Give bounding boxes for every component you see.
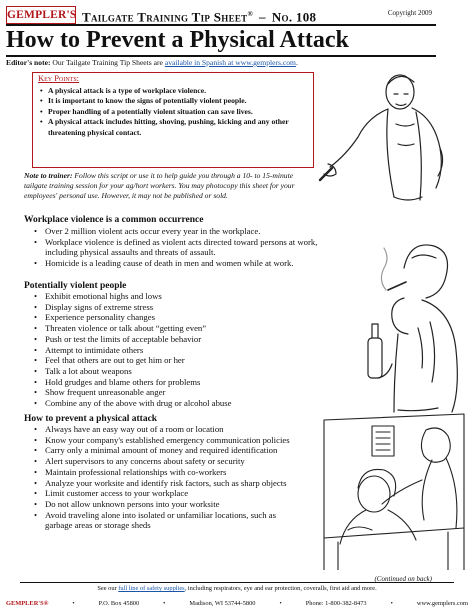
editor-note-label: Editor's note: [6, 58, 51, 67]
drinking-smoker-illustration [318, 238, 468, 413]
footer-web-link[interactable]: www.gemplers.com [416, 600, 468, 607]
list-item: • Alert supervisors to any concerns about safety or security [34, 456, 302, 467]
list-item: • Limit customer access to your workplace [34, 488, 302, 499]
list-item: • Always have an easy way out of a room or location [34, 424, 302, 435]
continued-note: (Continued on back) [374, 575, 432, 583]
list-item: • Carry only a minimal amount of money and required identification [34, 445, 302, 456]
key-point: • It is important to know the signs of potentially violent people. [40, 96, 310, 106]
key-points-heading: Key Points: [38, 73, 80, 83]
series-name: Tailgate Training Tip Sheet [82, 9, 248, 25]
copyright: Copyright 2009 [387, 9, 432, 17]
footer-po-box: P.O. Box 45800 [98, 600, 140, 607]
footer-bullet: • [390, 600, 393, 607]
footer [6, 600, 468, 607]
trainer-note-label: Note to trainer: [24, 171, 73, 180]
spanish-link[interactable]: available in Spanish at www.gemplers.com [164, 58, 296, 67]
trainer-note-text: Follow this script or use it to help guide you through a 10- to 15-minute tailgate training session for your ag/hort workers. You may photocopy this sheet for your employees' personal use. However, it may not be published or sold. [24, 171, 295, 200]
list-item: • Exhibit emotional highs and lows [34, 291, 284, 302]
key-point: • A physical attack includes hitting, shoving, pushing, kicking and any other threatening physical contact. [40, 117, 310, 138]
list-item: • Attempt to intimidate others [34, 345, 284, 356]
footer-bullet: • [72, 600, 75, 607]
editor-note [6, 58, 298, 67]
list-item: • Talk a lot about weapons [34, 366, 284, 377]
section-heading-violent-people: Potentially violent people [24, 281, 127, 291]
list-item: • Experience personality changes [34, 312, 284, 323]
footnote-pre: See our [97, 585, 117, 592]
list-item: • Analyze your worksite and identify risk factors, such as sharp objects [34, 478, 302, 489]
list-item: • Homicide is a leading cause of death in men and women while at work. [34, 258, 344, 269]
section-heading-prevent-attack: How to prevent a physical attack [24, 414, 158, 424]
footer-phone: Phone: 1-800-382-8473 [305, 600, 367, 607]
office-worker-illustration [318, 410, 468, 570]
list-item: • Show frequent unreasonable anger [34, 387, 284, 398]
footer-bullet: • [163, 600, 166, 607]
series-dash: – [259, 9, 266, 25]
title-rule [6, 55, 436, 57]
supplies-footnote [0, 585, 474, 592]
list-item: • Threaten violence or talk about “getting even” [34, 323, 284, 334]
list-item: • Maintain professional relationships with co-workers [34, 467, 302, 478]
workplace-violence-list [34, 226, 344, 269]
footer-brand: GEMPLER'S® [6, 600, 49, 607]
list-item: • Feel that others are out to get him or her [34, 355, 284, 366]
page-title: How to Prevent a Physical Attack [6, 27, 349, 53]
list-item: • Over 2 million violent acts occur every year in the workplace. [34, 226, 344, 237]
gemplers-logo: GEMPLER'S [6, 6, 76, 24]
list-item: • Know your company's established emergency communication policies [34, 435, 302, 446]
key-point: • Proper handling of a potentially violent situation can save lives. [40, 107, 310, 117]
key-points-list [40, 86, 310, 138]
tip-number: No. 108 [271, 9, 317, 25]
knife-attacker-illustration [318, 64, 468, 214]
footer-rule [20, 582, 454, 583]
footnote-post: , including respirators, eye and ear protection, coveralls, first aid and more. [184, 585, 377, 592]
list-item: • Do not allow unknown persons into your worksite [34, 499, 302, 510]
key-point: • A physical attack is a type of workplace violence. [40, 86, 310, 96]
editor-note-text: Our Tailgate Training Tip Sheets are [52, 58, 163, 67]
registered-mark: ® [247, 10, 254, 18]
list-item: • Display signs of extreme stress [34, 302, 284, 313]
trainer-note [24, 171, 314, 201]
list-item: • Push or test the limits of acceptable behavior [34, 334, 284, 345]
series-title [82, 6, 316, 25]
editor-note-end: . [295, 58, 298, 67]
violent-people-list [34, 291, 284, 409]
list-item: • Avoid traveling alone into isolated or unfamiliar locations, such as garbage areas or storage sheds [34, 510, 302, 531]
prevent-attack-list [34, 424, 302, 531]
footer-city: Madison, WI 53744-5800 [189, 600, 256, 607]
safety-supplies-link[interactable]: full line of safety supplies [118, 585, 185, 592]
section-heading-workplace-violence: Workplace violence is a common occurrence [24, 215, 204, 225]
list-item: • Workplace violence is defined as violent acts directed toward persons at work, including physical assaults and threats of assault. [34, 237, 344, 258]
list-item: • Hold grudges and blame others for problems [34, 377, 284, 388]
list-item: • Combine any of the above with drug or alcohol abuse [34, 398, 284, 409]
footer-bullet: • [279, 600, 282, 607]
